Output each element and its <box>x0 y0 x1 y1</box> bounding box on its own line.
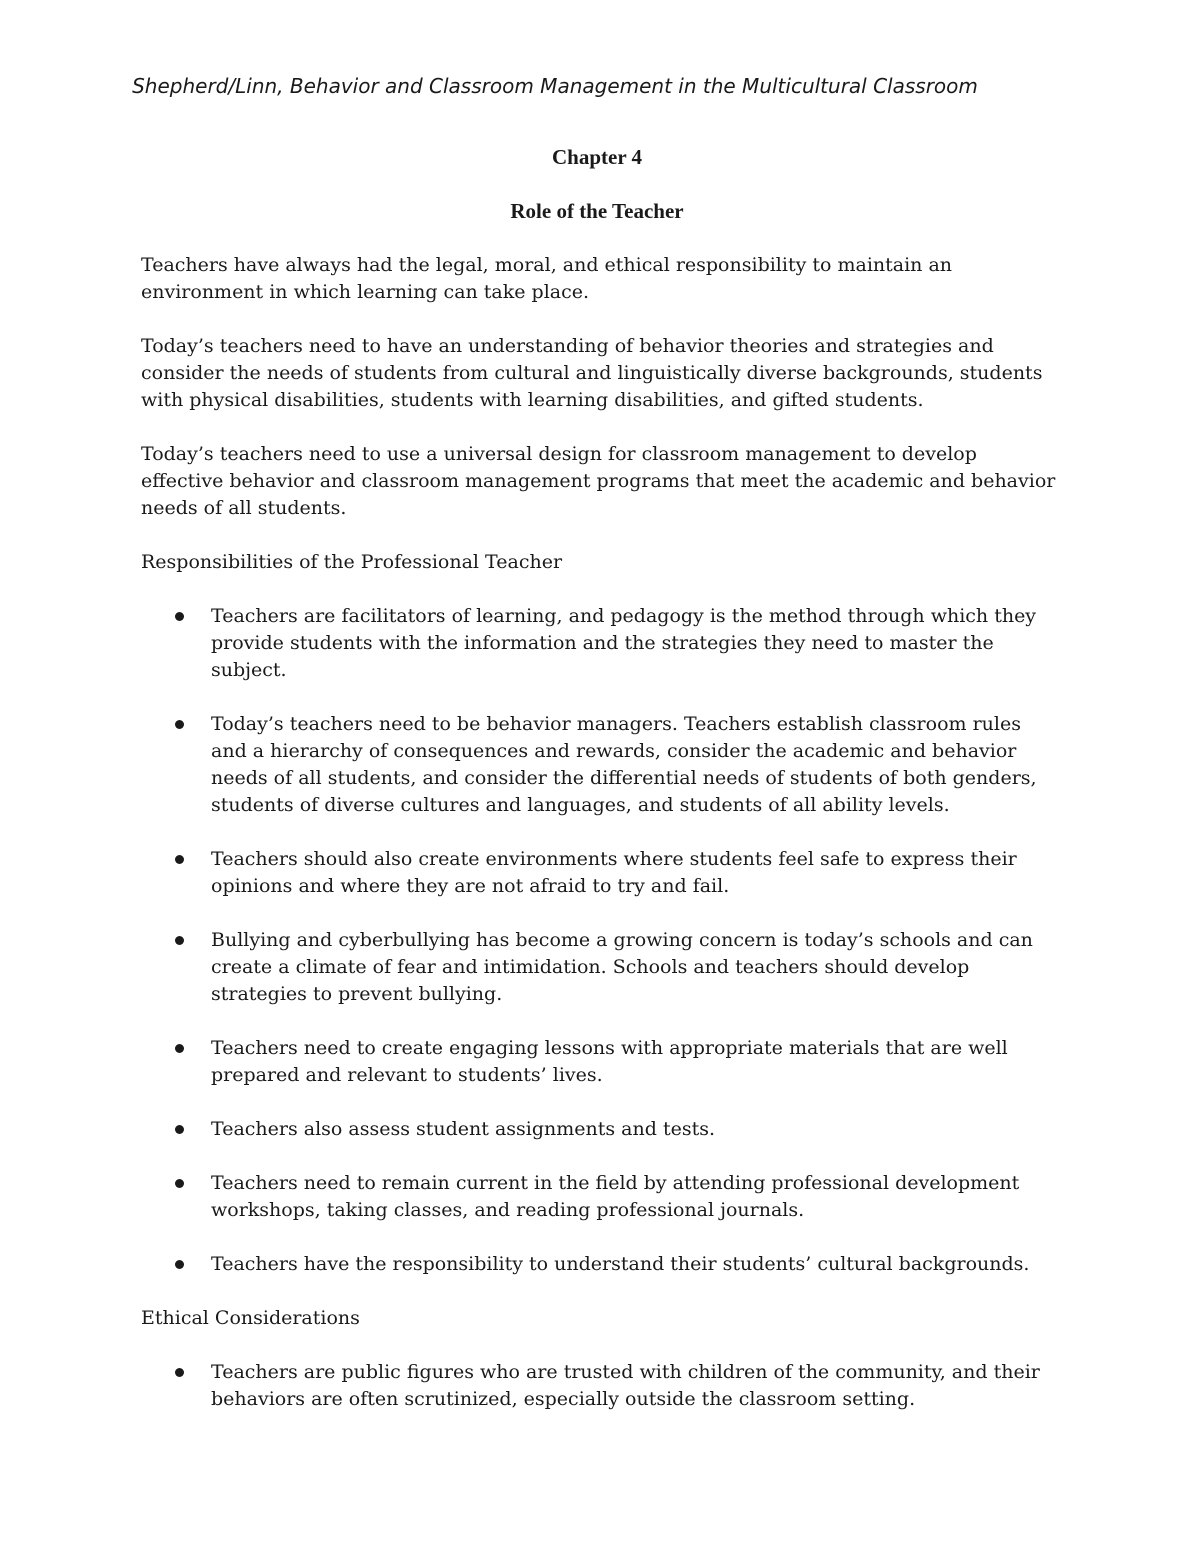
bullet-icon <box>175 612 184 621</box>
list-item <box>141 846 1061 900</box>
bullet-icon <box>175 1179 184 1188</box>
ethics-heading: Ethical Considerations <box>141 1307 360 1329</box>
bullet-icon <box>175 1125 184 1134</box>
bullet-icon <box>175 1044 184 1053</box>
list-item <box>141 927 1061 1008</box>
list-item-text: Teachers need to create engaging lessons with appropriate materials that are well prepared and relevant to students’ lives. <box>211 1037 1008 1086</box>
ethics-list <box>141 1359 1061 1413</box>
intro-paragraph: Teachers have always had the legal, moral, and ethical responsibility to maintain an environment in which learning can take place. <box>141 254 953 303</box>
list-item-text: Teachers should also create environments where students feel safe to express their opinions and where they are not afraid to try and fail. <box>211 848 1017 897</box>
responsibilities-list <box>141 603 1061 1278</box>
list-item-text: Teachers are public figures who are trusted with children of the community, and their behaviors are often scrutinized, especially outside the classroom setting. <box>211 1361 1040 1410</box>
list-item <box>141 711 1061 819</box>
bullet-icon <box>175 1368 184 1377</box>
list-item <box>141 1251 1061 1278</box>
list-item-text: Teachers also assess student assignments and tests. <box>211 1118 716 1140</box>
bullet-icon <box>175 1260 184 1269</box>
bullet-icon <box>175 936 184 945</box>
list-item-text: Teachers are facilitators of learning, and pedagogy is the method through which they provide students with the information and the strategies they need to master the subject. <box>211 605 1037 681</box>
chapter-title: Role of the Teacher <box>510 199 684 223</box>
list-item <box>141 603 1061 684</box>
list-item-text: Bullying and cyberbullying has become a growing concern is today’s schools and can create a climate of fear and intimidation. Schools and teachers should develop strategies to prevent bullying. <box>211 929 1033 1005</box>
responsibilities-heading: Responsibilities of the Professional Teacher <box>141 551 563 573</box>
running-header: Shepherd/Linn, Behavior and Classroom Management in the Multicultural Classroom <box>132 74 978 98</box>
list-item-text: Teachers need to remain current in the field by attending professional development workshops, taking classes, and reading professional journals. <box>211 1172 1020 1221</box>
list-item <box>141 1359 1061 1413</box>
list-item <box>141 1116 1061 1143</box>
intro-paragraph: Today’s teachers need to have an understanding of behavior theories and strategies and consider the needs of students from cultural and linguistically diverse backgrounds, students with physical disabilities, students with learning disabilities, and gifted students. <box>141 335 1043 411</box>
bullet-icon <box>175 855 184 864</box>
list-item <box>141 1170 1061 1224</box>
list-item-text: Teachers have the responsibility to understand their students’ cultural backgrounds. <box>211 1253 1030 1275</box>
bullet-icon <box>175 720 184 729</box>
intro-paragraph: Today’s teachers need to use a universal design for classroom management to develop effective behavior and classroom management programs that meet the academic and behavior needs of all students. <box>141 443 1056 519</box>
document-body <box>141 252 1061 1440</box>
chapter-label: Chapter 4 <box>551 145 643 169</box>
list-item <box>141 1035 1061 1089</box>
list-item-text: Today’s teachers need to be behavior managers. Teachers establish classroom rules and a hierarchy of consequences and rewards, consider the academic and behavior needs of all students, and consider the differential needs of students of both genders, students of diverse cultures and languages, and students of all ability levels. <box>211 713 1037 816</box>
